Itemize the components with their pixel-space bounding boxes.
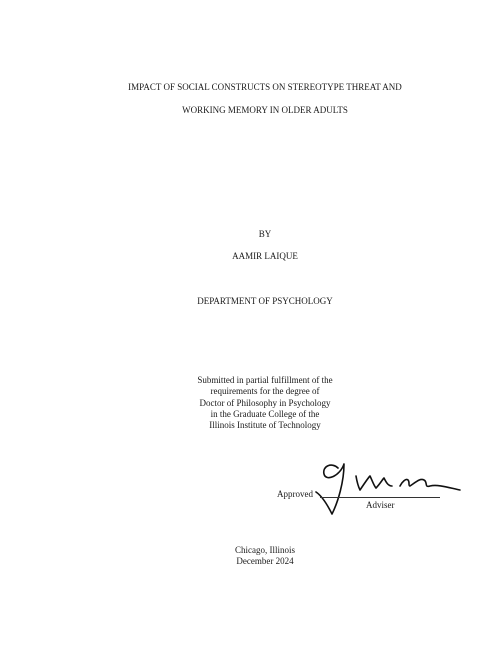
submission-statement <box>0 375 500 431</box>
submission-line-2: requirements for the degree of <box>210 386 320 397</box>
location: Chicago, Illinois <box>235 545 295 555</box>
signature-line <box>320 497 440 498</box>
date: December 2024 <box>236 556 294 567</box>
adviser-signature <box>310 452 470 522</box>
author-name: AAMIR LAIQUE <box>232 251 298 261</box>
by-label: BY <box>258 229 272 239</box>
location-and-date <box>0 545 500 568</box>
department-name: DEPARTMENT OF PSYCHOLOGY <box>197 296 333 306</box>
adviser-label: Adviser <box>366 500 395 510</box>
submission-line-4: in the Graduate College of the <box>210 408 320 419</box>
thesis-title-line-2: WORKING MEMORY IN OLDER ADULTS <box>182 105 348 115</box>
submission-line-3: Doctor of Philosophy in Psychology <box>199 397 331 408</box>
submission-line-5: Illinois Institute of Technology <box>209 420 321 431</box>
approved-label: Approved <box>277 489 313 499</box>
submission-line-1: Submitted in partial fulfillment of the <box>197 375 333 385</box>
thesis-title-line-1: IMPACT OF SOCIAL CONSTRUCTS ON STEREOTYPE THREAT AND <box>128 82 402 92</box>
